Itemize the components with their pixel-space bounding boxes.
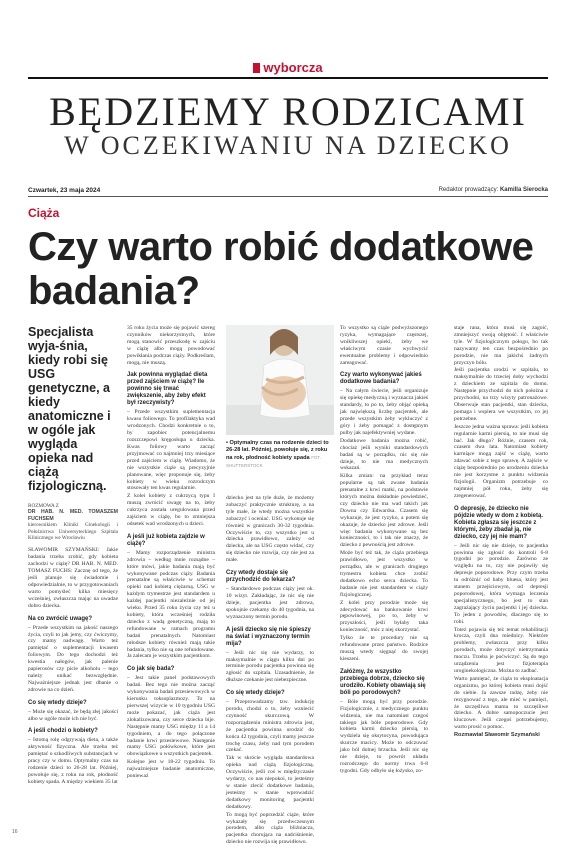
- top-rule: [28, 77, 548, 79]
- issue-date: Czwartek, 23 maja 2024: [28, 187, 101, 194]
- answer: – Bóle mogą być przy porodzie. Fizjologicznie, z medycznego punktu widzenia, nie ma natomiast czegoś takiego jak bóle poporodowe. Gdy kobieta karmi dziecko piersią, to wydziela się oksytocyna, powodująca skurcze macicy. Może to odczuwać jako ból dolnej brzucha. Jeśli nic się nie dzieje, to powrót układu rozrodczego do normy trwa 6-8 tygodni. Gdy odbyło się łożysko, zo-: [340, 698, 428, 774]
- answer: – Może się okazać, że będą złej jakości albo w ogóle może ich nie być.: [28, 708, 118, 722]
- answer: Z kolei kobiety z cukrzycą typu I muszą zwrócić uwagę na to, żeby cukrzyca została uregulowana przed zajściem w ciążę, bo to zmniejsza odsetek wad wrodzonych u dzieci.: [127, 493, 215, 527]
- column-1: [28, 325, 118, 787]
- column-4: [340, 325, 428, 776]
- answer: – Przede wszystkim suplementacja kwasu foliowego. To profilaktyka wad wrodzonych. Chodzi konkretnie o to, by zapobiec potencjalnemu rozszczepowi kręgosłupa u dziecka. Kwas foliowy warto zacząć przyjmować co najmniej trzy miesiące przed zajściem w ciążę. Wiadomo, że nie wszystkie ciąże są precyzyjnie planowane, więc proponuje się, żeby kobiety w wieku rozrodczym stosowały ten kwas regularnie.: [127, 409, 215, 492]
- paragraph: Jeszcze jedna ważna sprawa: jeśli kobieta regularnie karmi piersią, to nie musi się bać. Jak długo? Różnie, czasem rok, czasem dwa lata. Natomiast kobiety karmiące mogą zajść w ciążę, warto zdawać sobie z tego sprawę. A zajście w ciążę bezpośrednio po urodzeniu dziecka nie jest korzystne z punktu widzenia fizjologii. Organizm potrzebuje co najmniej pół roku, żeby się zregenerować.: [454, 423, 548, 499]
- brand-logo: [0, 60, 576, 75]
- question: Co się wtedy dzieje?: [226, 690, 285, 697]
- answer: – Jeśli nic się nie dzieje, to pacjentka powinna się zgłosić do kontroli 6-8 tygodni po porodzie. Zarówno ze względu na to, czy nie pojawiły się depresje poporodowe. Przy czym trzeba tu odróżnić od baby bluesa, który jest stanem przejściowym, od depresji poporodowej, która wymaga leczenia specjalistycznego, bo jest to stan zagrażający życiu pacjentki i jej dziecka. To jeden z powodów, dlaczego się to robi.: [454, 542, 548, 625]
- question: Czy warto wykonywać jakieś dodatkowe badania?: [340, 372, 422, 386]
- page-number: 16: [12, 829, 18, 835]
- interviewee-role: kierownikiem Kliniki Ginekologii i Położnictwa Uniwersyteckiego Szpitala Klinicznego we Wrocławiu: [28, 522, 118, 542]
- question: Załóżmy, że wszystko przebiega dobrze, dziecko się urodziło. Kobiety obawiają się bóli po porodowych?: [340, 668, 426, 696]
- question: Czy wtedy dostaje się przychodzić do lekarza?: [226, 570, 296, 584]
- column-5: [454, 325, 548, 740]
- supplement-subtitle: W OCZEKIWANIU NA DZIECKO: [64, 131, 512, 160]
- article-headline: Czy warto robić dodatkowe badania?: [28, 225, 534, 313]
- caption-text: • Optymalny czas na rodzenie dzieci to 26-28 lat. Później, powołuje się, z roku na rok, płodność kobiety spada: [226, 440, 329, 461]
- question: Co się wtedy dzieje?: [28, 699, 87, 706]
- brand-name: wyborcza: [263, 60, 323, 75]
- question: A jeśli już kobieta zajdzie w ciążę?: [127, 533, 205, 547]
- answer: To mogą być poprzedzić ciąże, które wykazały się przedwczesnym porodem, albo ciąża bliźniacza, pacjentka chorująca na nadciśnienie, dziecko nie rozwija się prawidłowo.: [226, 811, 314, 846]
- answer: – Jeśli nic się nie wydarzy, to maksymalnie w ciągu kilku dni po terminie porodu pacjentka powinna się zgłosić do szpitala. Uzasadnienie, że dłuższe czekanie jest niebezpieczne.: [226, 649, 314, 684]
- answer: Może być też tak, że ciąża przebiega prawidłowo, jest wszystko w porządku, ale w granicach drugiego trymestru kobieta chce zrobić dodatkowo echo serca dziecka. To badanie nie jest standardem w ciąży fizjologicznej.: [340, 550, 428, 598]
- editor-credit: Redaktor prowadzący: Kamilla Sierocka: [438, 187, 548, 193]
- paragraph: Jeśli pacjentka urodzi w szpitalu, to maksymalnie do trzeciej doby wychodzi z dzieckiem ze szpitala do domu. Następnie przychodzi do nich położna z przychodni, na trzy wizyty patronażowe. Obserwuje stan pacjentki, stan dziecka, pomaga i wspiera we wszystkim, co jej potrzebne.: [454, 367, 548, 422]
- answer: – Jest takie panel podstawowych badań. Bez tego nie można zacząć wykonywania badań przesiewowych w kierunku toksoplazmozy. To na pierwszej wizycie w 10 tygodniu USG może pokazać, jak ciąża jest zlokalizowana, czy serce dziecka bije. Następnie mamy USG między 11 a 14 tygodniem, a do tego połączone badanie krwi przesiewowe. Następnie mamy USG połówkowe, które jest obowiązkowe u wszystkich pacjentek.: [127, 675, 215, 758]
- question: Jak powinna wyglądać dieta przed zajściem w ciążę? Ile powinno się trwać zwiększenie, aby żeby efekt był rzeczywisty?: [127, 372, 208, 407]
- pregnant-woman-illustration: [226, 325, 334, 435]
- photo-caption: [226, 440, 332, 470]
- answer: – Mamy rozporządzenie ministra zdrowia – według mnie rozsądne – które mówi, jakie badania mają być wykonywane podczas ciąży. Badania prenatalne są właściwie w schemat opieki nad kobietą ciężarną. USG w każdym trymestrze jest standardem u każdej pacjentki niezależnie od jej wieku. Przed 35 roku życia czy też u kobiety, która wcześniej rodziła dziecko z wadą genetyczną, mają to refundowane w ramach programu badań prenatalnych. Natomiast młodsze kobiety również mają takie badania, tylko nie są one refundowane. Ja zalecam je wszystkim pacjentkom.: [127, 549, 215, 660]
- article-photo: [226, 325, 334, 435]
- answer: – Przeprowadzamy tzw. indukcję porodu, chodzi o to, żeby wzniecić czynność skurczową. W rozporządzeniu ministra zdrowia jest, że pacjentka powinna urodzić do końca 42 tygodnia, czyli mamy jeszcze trochę czasu, żeby nad tym porodem czekać.: [226, 699, 314, 754]
- answer: Toteż pojawia się też temat rehabilitacji krocza, czyli dna miednicy. Niektóre problemy, zwłaszcza przy kilku porodach, może dotyczyć nietrzymania moczu. Trzeba je poćwiczyć. Są do tego urządzenia jest fizjoterapia uroginekologiczna. Można to zadbać.: [454, 626, 548, 674]
- interviewee-name: DR HAB. N. MED. TOMASZEM FUCHSEM: [28, 509, 118, 522]
- brand-square-icon: [253, 63, 260, 73]
- answer: – Standardowo podczas ciąży jest ok. 10 wizyt. Zakładając, że nic się nie dzieje, pacjentka jest zdrowa, spokojnie czekamy do 40 tygodnia, na wyznaczony termin porodu.: [226, 586, 314, 620]
- paragraph: 35 roku życia może się pojawić szereg czynników niekorzystnych, które mogą stanowić przeszkodę w zajściu w ciążę albo mogą powodować powikłania podczas ciąży. Podkreślam, mogą, nie muszą.: [127, 325, 215, 366]
- paragraph: staje rana, która musi się zagoić, zmniejszyć swoją objętość. I właściwie tyle. W fizjologicznym połogu, bo tak nazywamy ten czas bezpośrednio po porodzie, nie ma jakichś żadnych przyczyn bólu.: [454, 325, 548, 366]
- answer: Kilka zmian: na przykład teraz popularne są tak zwane badania prenatalne z krwi matki, na podstawie których można dokładnie powiedzieć, czy dziecko nie ma wad takich jak Downa czy Edwardsa. Czasem się wykazuje, że jest ryzyko, a potem się okazuje, że dziecko jest zdrowe. Jeśli więc badania wykonywane są bez konieczności, to i tak nie znaczy, że dziecko z pewnością jest zdrowe.: [340, 473, 428, 549]
- answer: Kolejne jest w 18-22 tygodniu. To najważniejsze badanie anatomiczne, ponieważ: [127, 759, 215, 780]
- photo-credit: FOT. SHUTTERSTOCK: [226, 455, 321, 468]
- answer: – Przede wszystkim na jakość naszego życia, czyli to jak jemy, czy ćwiczymy, czy mamy nadwagę. Warto też pamiętać o suplementacji kwasem foliowym. Do tego dochodzi też kwestia nałogów, jak palenie papierosów czy picie alkoholu – tego należy unikać bezwzględnie. Najważniejsze jednak jest dbanie o zdrowie na co dzień.: [28, 624, 118, 693]
- column-3: [226, 495, 314, 847]
- paragraph: To wszystko są ciąże podwyższonego ryzyka, wymagające częstszej, wnikliwszej opieki, żeby we właściwym czasie wychwycić ewentualne problemy i odpowiednio zareagować.: [340, 325, 428, 366]
- answer: Tak w skrócie wygląda standardowa opieka nad ciążą fizjologiczną. Oczywiście, jeśli coś w międzyczasie wydarzy, co nas niepokoi, to jesteśmy w stanie zlecić dodatkowe badania, jesteśmy w stanie wprowadzić dodatkowy monitoring pacjentki dodatkowy.: [226, 755, 314, 810]
- question: A jeśli dziecko się nie śpieszy na świat i wyznaczony termin mija?: [226, 626, 311, 647]
- author-signature: Rozmawiał Sławomir Szymański: [454, 732, 540, 739]
- question: O depresję, że dziecko nie pójdzie wtedy w dom z kobietą. Kobieta zgłasza się jeszcze z którymi, żeby zbadał ją, nie dziecko, czy jej nie mam?: [454, 505, 544, 540]
- question: Co jak się bada?: [127, 666, 175, 673]
- column-2: [127, 325, 215, 781]
- answer: Z kolei przy porodzie może się zdecydować na bankowanie krwi pępowinowej, po to, żeby w przyszłości, jeśli byłaby taka konieczność, móc z niej skorzystać.: [340, 599, 428, 634]
- answer: – Na całym świecie, jeśli organizuje się opiekę medyczną i wyznacza jakieś standardy, to po to, żeby objąć opieką jak największą liczbę pacjentek, ale przede wszystkim żeby wykluczyć z góry i żeby pomagać z dostępnym pulby jak najefektywniej wydane.: [340, 388, 428, 436]
- answer: Dodatkowe badania można robić, chociaż jeśli wyniki standardowych badań są w porządku, nic się nie dzieje, to nie ma medycznych wskazań.: [340, 437, 428, 472]
- header-rule: [28, 196, 548, 197]
- interview-credit: ROZMOWA Z DR HAB. N. MED. TOMASZEM FUCHSEM kierownikiem Kliniki Ginekologii i Położnictwa Uniwersyteckiego Szpitala Klinicznego we Wrocławiu: [28, 503, 118, 542]
- article-intro: SŁAWOMIR SZYMAŃSKI: Jakie badania trzeba zrobić, gdy kobieta zachodzi w ciążę? DR HAB. N. MED. TOMASZ FUCHS: Zacznę od tego, że jeśli planuje się świadomie i odpowiedzialnie, to w przygotowaniach warto pomyśleć kilka miesięcy wcześniej, zwłaszcza mając na uwadze dobro dziecka.: [28, 547, 118, 609]
- question: A jeśli chodzi o kobiety?: [28, 728, 98, 735]
- paragraph: dziecko jest na tyle duże, że możemy zobaczyć praktycznie strukturę, a na tyle małe, że wtedy można wszystkie zobaczyć i oceniać. USG wykonuje się również w granicach 30-32 tygodnia. Oczywiście to, czy wszystko jest u dziecka prawidłowo, zależy od dziecka, ale na USG często widać, czy się dziecko nie rozwija, czy nie jest za małe.: [226, 495, 314, 564]
- answer: Warto pamiętać, że ciąża to eksploatacja organizmu, po której kobieta musi dojść do siebie. Ja zawsze radzę, żeby nie rezygnować z tego, ale mieć w pamięci, że szczęśliwa mama to szczęśliwe dziecko. A dobre samopoczucie jest kluczowe. Jeśli czegoś potrzebujemy, warto prosić o pomoc.: [454, 675, 548, 731]
- editor-name: Kamilla Sierocka: [499, 187, 548, 193]
- answer: – Istotną rolę odgrywają dieta, a także aktywność fizyczna. Ale trzeba też pamiętać o szkodliwych substancjach w pracy czy w domu. Optymalny czas na rodzenie dzieci to 26-28 lat. Później, powołuje się, z roku na rok, płodność kobiety spada. A między wiekiem 35 lat: [28, 737, 118, 785]
- article-lead: Specjalista wyja-śnia, kiedy robi się USG genetyczne, a kiedy anatomiczne i w ogóle jak wygląda opieka nad ciążą fizjologiczną.: [28, 325, 111, 493]
- question: Na co zwrócić uwagę?: [28, 615, 93, 622]
- section-label: Ciąża: [28, 206, 60, 220]
- supplement-title: BĘDZIEMY RODZICAMI: [49, 89, 527, 134]
- answer: Tylko że te procedury nie są refundowane przez państwo. Rodzice muszą wtedy sięgnąć do swojej kieszeni.: [340, 635, 428, 662]
